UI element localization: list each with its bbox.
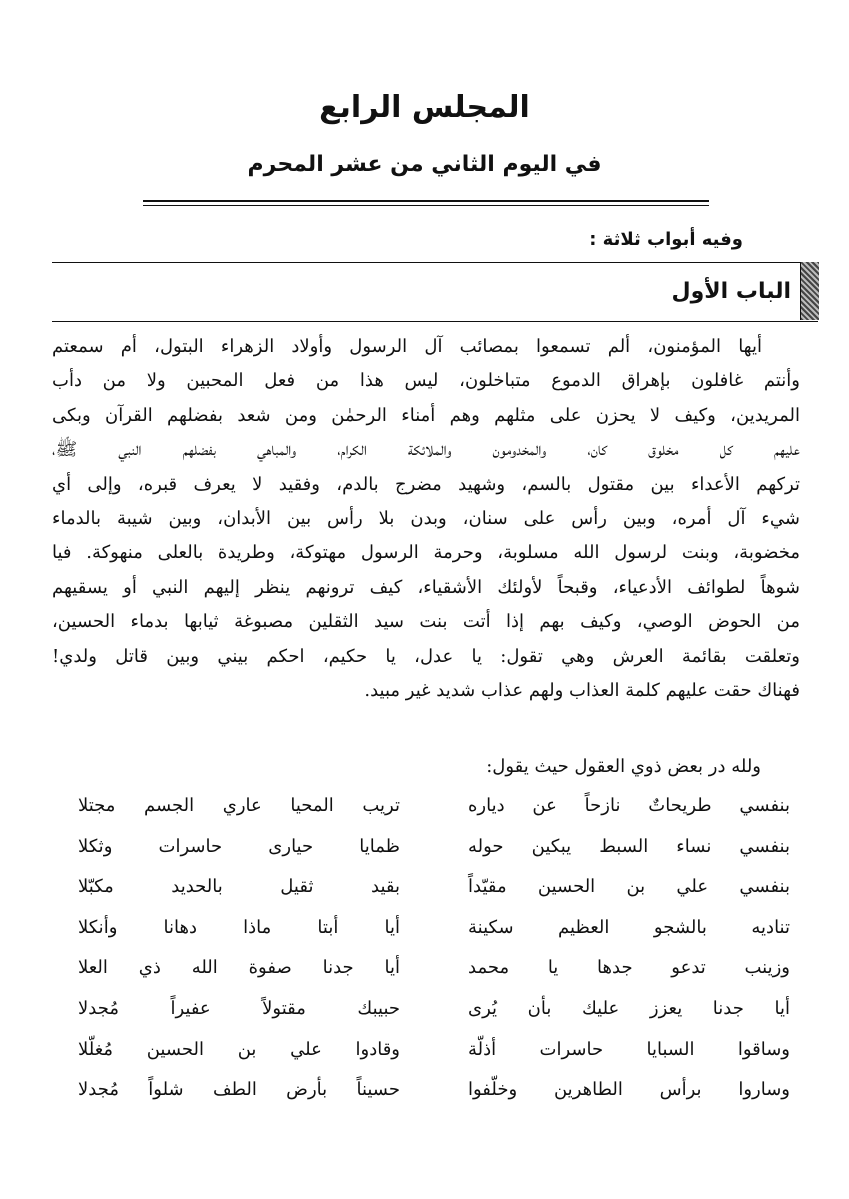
verse-second-hemistich: وقادوا علي بن الحسين مُغلّلا (78, 1038, 400, 1060)
verse-first-hemistich: وزينب تدعو جدها يا محمد (468, 957, 790, 979)
verse-first-hemistich: بنفسي طريحاتٌ نازحاً عن دياره (468, 795, 790, 816)
verse (78, 867, 790, 908)
body-line: وأنتم غافلون بإهراق الدموع متباخلون، ليس هذا من فعل المحبين ولا من دأب (52, 370, 800, 392)
poem (78, 786, 790, 1111)
page-subtitle: في اليوم الثاني من عشر المحرم (247, 152, 602, 177)
verse-first-hemistich: وساروا برأس الطاهرين وخلّفوا (468, 1079, 790, 1101)
verse-second-hemistich: ظمايا حيارى حاسرات وثكلا (78, 835, 400, 857)
poem-intro: ولله در بعض ذوي العقول حيث يقول: (486, 756, 761, 777)
intro-line: وفيه أبواب ثلاثة : (589, 229, 743, 250)
verse (78, 1070, 790, 1111)
body-line: فهناك حقت عليهم كلمة العذاب ولهم عذاب شديد غير مبيد. (364, 679, 800, 701)
verse (78, 948, 790, 989)
body-line: مخضوبة، وبنت لرسول الله مسلوبة، وحرمة الرسول مهتوكة، وطريدة بالعلى منهوكة. فيا (52, 542, 800, 564)
verse-first-hemistich: أيا جدنا يعزز عليك بأن يُرى (468, 997, 790, 1019)
title-divider (143, 200, 709, 206)
body-line: أيها المؤمنون، ألم تسمعوا بمصائب آل الرسول وأولاد الزهراء البتول، أم سمعتم (52, 336, 762, 357)
page-title: المجلس الرابع (319, 90, 530, 125)
verse-second-hemistich: حسيناً بأرض الطف شلواً مُجدلا (78, 1079, 400, 1101)
verse (78, 827, 790, 868)
verse (78, 1030, 790, 1071)
body-line: شيء آل أمره، وبين رأس على سنان، وبدن بلا رأس بين الأبدان، وبين شيبة بالدماء (52, 507, 800, 529)
body-line: وتعلقت بقائمة العرش وهي تقول: يا عدل، يا حكيم، احكم بيني وبين قاتل ولدي! (52, 645, 800, 667)
verse-second-hemistich: أيا أبتا ماذا دهانا وأنكلا (78, 916, 400, 938)
verse (78, 908, 790, 949)
body-line: المريدين، وكيف لا يحزن على مثلهم وهم أمناء الرحمٰن ومن شعد بفضلهم القرآن وبكى (52, 404, 800, 426)
verse-first-hemistich: بنفسي نساء السبط يبكين حوله (468, 835, 790, 857)
verse-first-hemistich: وساقوا السبايا حاسرات أذلّة (468, 1038, 790, 1060)
chapter-body (52, 330, 800, 708)
verse-first-hemistich: بنفسي علي بن الحسين مقيّداً (468, 876, 790, 898)
body-line: تركهم الأعداء بين مقتول بالسم، وشهيد مضرج بالدم، وفقيد لا يعرف قبره، وإلى أي (52, 473, 800, 495)
verse (78, 989, 790, 1030)
body-line: عليهم كل مخلوق كان، والمخدومون والملائكة الكرام، والمباهي بفضلهم النبي ﷺ، (52, 439, 800, 461)
chapter-heading-marker (800, 262, 819, 320)
verse-second-hemistich: حبيبك مقتولاً عفيراً مُجدلا (78, 997, 400, 1019)
verse-second-hemistich: بقيد ثقيل بالحديد مكبّلا (78, 876, 400, 898)
verse-first-hemistich: تناديه بالشجو العظيم سكينة (468, 916, 790, 938)
body-line: شوهاً لطوائف الأدعياء، وقبحاً لأولئك الأشقياء، كيف ترونهم ينظر إليهم النبي أو يسقيهم (52, 576, 800, 598)
body-line: من الحوض الوصي، وكيف بهم إذا أتت بنت سيد الثقلين مصبوغة ثيابها بدماء الحسين، (52, 611, 800, 633)
verse (78, 786, 790, 827)
chapter-title: الباب الأول (671, 279, 791, 304)
verse-second-hemistich: أيا جدنا صفوة الله ذي العلا (78, 957, 400, 979)
verse-second-hemistich: تريب المحيا عاري الجسم مجتلا (78, 795, 400, 816)
